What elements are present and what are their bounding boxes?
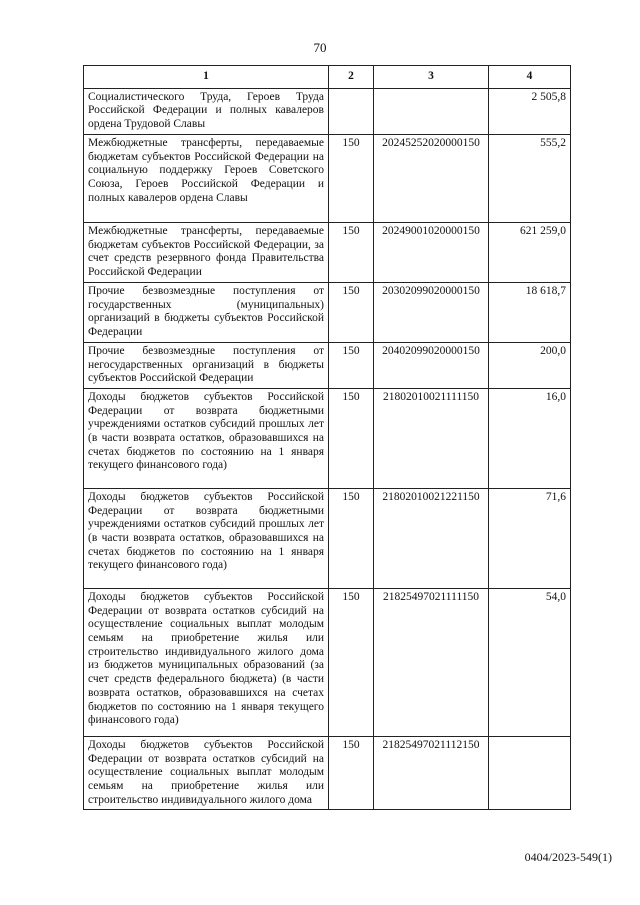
header-col-4: 4 bbox=[489, 66, 571, 89]
row-admin-code: 150 bbox=[329, 134, 374, 222]
row-admin-code: 150 bbox=[329, 488, 374, 588]
row-admin-code: 150 bbox=[329, 282, 374, 342]
header-col-1: 1 bbox=[84, 66, 329, 89]
row-admin-code: 150 bbox=[329, 588, 374, 736]
row-budget-code: 20302099020000150 bbox=[374, 282, 489, 342]
row-description: Доходы бюджетов субъектов Российской Федерации от возврата бюджетными учреждениями остатков субсидий прошлых лет (в части возврата остатков, образовавшихся на счетах бюджетов по состоянию на 1 января текущего финансового года) bbox=[84, 388, 329, 488]
row-description: Межбюджетные трансферты, передаваемые бюджетам субъектов Российской Федерации, за счет средств резервного фонда Правительства Российской Федерации bbox=[84, 222, 329, 282]
row-amount: 71,6 bbox=[489, 488, 571, 588]
table-row bbox=[84, 88, 571, 134]
table-row bbox=[84, 342, 571, 388]
row-admin-code bbox=[329, 88, 374, 134]
row-admin-code: 150 bbox=[329, 388, 374, 488]
row-amount: 200,0 bbox=[489, 342, 571, 388]
row-description: Доходы бюджетов субъектов Российской Федерации от возврата остатков субсидий на осуществление социальных выплат молодым семьям на приобретение жилья или строительство индивидуального жилого дома bbox=[84, 736, 329, 810]
row-amount: 18 618,7 bbox=[489, 282, 571, 342]
header-col-3: 3 bbox=[374, 66, 489, 89]
revenue-table bbox=[83, 65, 571, 810]
row-amount: 2 505,8 bbox=[489, 88, 571, 134]
page-number: 70 bbox=[313, 40, 327, 55]
row-description: Прочие безвозмездные поступления от государственных (муниципальных) организаций в бюджеты субъектов Российской Федерации bbox=[84, 282, 329, 342]
table-row bbox=[84, 222, 571, 282]
table-row bbox=[84, 488, 571, 588]
row-amount: 621 259,0 bbox=[489, 222, 571, 282]
row-budget-code: 21825497021112150 bbox=[374, 736, 489, 810]
row-admin-code: 150 bbox=[329, 342, 374, 388]
row-description: Межбюджетные трансферты, передаваемые бюджетам субъектов Российской Федерации на социальную поддержку Героев Советского Союза, Героев Российской Федерации и полных кавалеров ордена Славы bbox=[84, 134, 329, 222]
row-budget-code bbox=[374, 88, 489, 134]
table-row bbox=[84, 134, 571, 222]
document-reference: 0404/2023-549(1) bbox=[524, 850, 612, 864]
table-row bbox=[84, 388, 571, 488]
row-amount: 54,0 bbox=[489, 588, 571, 736]
table-row bbox=[84, 588, 571, 736]
row-description: Социалистического Труда, Героев Труда Российской Федерации и полных кавалеров ордена Трудовой Славы bbox=[84, 88, 329, 134]
header-col-2: 2 bbox=[329, 66, 374, 89]
row-description: Доходы бюджетов субъектов Российской Федерации от возврата бюджетными учреждениями остатков субсидий прошлых лет (в части возврата остатков, образовавшихся на счетах бюджетов по состоянию на 1 января текущего финансового года) bbox=[84, 488, 329, 588]
table-header-row bbox=[84, 66, 571, 89]
row-admin-code: 150 bbox=[329, 736, 374, 810]
table-row bbox=[84, 736, 571, 810]
row-description: Прочие безвозмездные поступления от негосударственных организаций в бюджеты субъектов Российской Федерации bbox=[84, 342, 329, 388]
row-admin-code: 150 bbox=[329, 222, 374, 282]
row-amount: 555,2 bbox=[489, 134, 571, 222]
row-budget-code: 20249001020000150 bbox=[374, 222, 489, 282]
row-budget-code: 21802010021221150 bbox=[374, 488, 489, 588]
table-row bbox=[84, 282, 571, 342]
row-amount: 16,0 bbox=[489, 388, 571, 488]
row-budget-code: 20245252020000150 bbox=[374, 134, 489, 222]
row-budget-code: 21825497021111150 bbox=[374, 588, 489, 736]
row-amount bbox=[489, 736, 571, 810]
row-budget-code: 21802010021111150 bbox=[374, 388, 489, 488]
row-description: Доходы бюджетов субъектов Российской Федерации от возврата остатков субсидий на осуществление социальных выплат молодым семьям на приобретение жилья или строительство индивидуального жилого дома из бюджетов муниципальных образований (за счет средств федерального бюджета) (в части возврата остатков, образовавшихся на счетах бюджетов по состоянию на 1 января текущего финансового года) bbox=[84, 588, 329, 736]
row-budget-code: 20402099020000150 bbox=[374, 342, 489, 388]
